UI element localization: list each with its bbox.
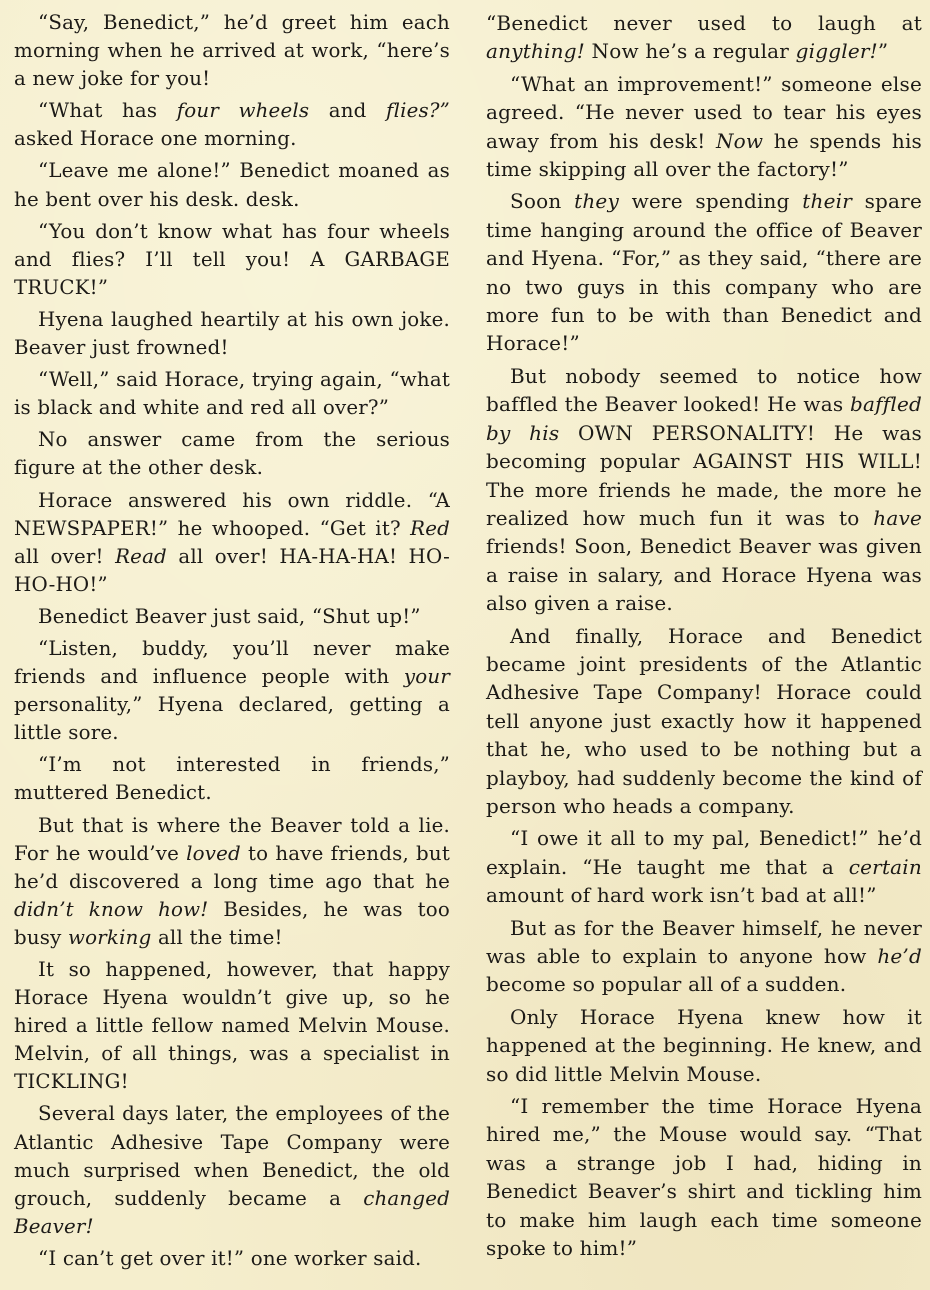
text-segment: But as for the Beaver himself, he never was able to explain to anyone how: [486, 915, 922, 968]
story-paragraph: [14, 157, 450, 213]
italic-text: flies?”: [386, 99, 450, 123]
text-segment: OWN PERSONALITY! He was becoming popular AGAINST HIS WILL! The more friends he made, the more he realized how much fun it was to: [486, 420, 923, 530]
text-segment: asked Horace one morning.: [14, 127, 297, 151]
story-paragraph: [486, 824, 922, 909]
text-segment: But nobody seemed to notice how baffled the Beaver looked! He was: [486, 363, 922, 417]
text-segment: “What an improvement!” someone else agreed. “He never used to tear his eyes away from his desk!: [486, 71, 922, 153]
story-paragraph: [486, 1003, 922, 1088]
text-segment: And finally, Horace and Benedict became joint presidents of the Atlantic Adhesive Tape Company! Horace could tell anyone just exactly how it happened that he, who used to be nothing but a playboy, had suddenly become the kind of person who heads a company.: [486, 623, 922, 818]
italic-text: Red: [410, 516, 450, 540]
text-segment: personality,” Hyena declared, getting a little sore.: [14, 693, 450, 745]
italic-text: giggler!: [795, 39, 878, 64]
story-paragraph: [14, 426, 450, 482]
italic-text: loved: [186, 841, 241, 865]
text-segment: amount of hard work isn’t bad at all!”: [486, 883, 877, 908]
text-segment: “Listen, buddy, you’ll never make friends and influence people with: [14, 636, 450, 689]
story-paragraph: [486, 1092, 922, 1262]
text-segment: were spending: [618, 189, 803, 214]
story-paragraph: [14, 812, 450, 952]
text-segment: “Leave me alone!” Benedict moaned as he bent over his desk. desk.: [14, 159, 450, 211]
text-segment: “Say, Benedict,” he’d greet him each morning when he arrived at work, “here’s a new joke for you!: [14, 11, 450, 91]
text-segment: It so happened, however, that happy Horace Hyena wouldn’t give up, so he hired a little fellow named Melvin Mouse. Melvin, of all things, was a specialist in TICKLING!: [14, 958, 450, 1094]
story-paragraph: [14, 956, 450, 1096]
text-segment: “I remember the time Horace Hyena hired me,” the Mouse would say. “That was a strange job I had, hiding in Benedict Beaver’s shirt and tickling him to make him laugh each time someone spoke to him!”: [486, 1094, 922, 1261]
story-paragraph: [486, 187, 922, 357]
text-segment: friends! Soon, Benedict Beaver was given a raise in salary, and Horace Hyena was also given a raise.: [486, 534, 922, 616]
story-paragraph: [14, 635, 450, 747]
text-segment: Hyena laughed heartily at his own joke. Beaver just frowned!: [14, 307, 450, 360]
italic-text: four wheels: [176, 99, 310, 123]
text-segment: spare time hanging around the office of Beaver and Hyena. “For,” as they said, “there are no two guys in this company who are more fun to be with than Benedict and Horace!”: [486, 189, 922, 356]
story-paragraph: [486, 9, 922, 66]
story-paragraph: [14, 306, 450, 362]
story-paragraph: [14, 218, 450, 302]
text-segment: all over! HA-HA-HA! HO-HO-HO!”: [14, 544, 450, 596]
italic-text: didn’t know how!: [14, 897, 209, 921]
story-paragraph: [486, 914, 922, 999]
text-segment: ”: [877, 39, 889, 64]
story-paragraph: [14, 366, 450, 422]
text-segment: Only Horace Hyena knew how it happened at the beginning. He knew, and so did little Melvin Mouse.: [486, 1004, 922, 1086]
text-segment: “Benedict never used to laugh at: [486, 11, 922, 35]
italic-text: your: [403, 665, 450, 689]
italic-text: Read: [115, 544, 167, 568]
text-segment: Horace answered his own riddle. “A NEWSPAPER!” he whooped. “Get it?: [14, 488, 450, 540]
text-segment: “I can’t get over it!” one worker said.: [38, 1246, 422, 1270]
italic-text: working: [68, 925, 152, 949]
story-paragraph: [14, 751, 450, 807]
text-segment: “I’m not interested in friends,” muttered Benedict.: [14, 753, 450, 805]
text-segment: to have friends, but he’d discovered a long time ago that he: [14, 841, 450, 893]
text-segment: Besides, he was too busy: [14, 897, 450, 949]
text-segment: “You don’t know what has four wheels and flies? I’ll tell you! A GARBAGE TRUCK!”: [14, 219, 450, 299]
text-segment: No answer came from the serious figure at the other desk.: [14, 428, 450, 480]
italic-text: certain: [848, 854, 922, 879]
italic-text: Now: [715, 128, 764, 153]
text-segment: “Well,” said Horace, trying again, “what is black and white and red all over?”: [14, 368, 450, 420]
story-paragraph: [14, 9, 450, 93]
italic-text: he’d: [877, 944, 922, 968]
text-segment: he spends his time skipping all over the factory!”: [486, 128, 923, 182]
italic-text: their: [802, 189, 852, 214]
story-paragraph: [14, 1100, 450, 1240]
text-segment: become so popular all of a sudden.: [486, 972, 847, 997]
story-paragraph: [14, 487, 450, 599]
italic-text: baffled by his: [486, 392, 922, 445]
story-paragraph: [486, 362, 922, 618]
right-text-column: [486, 9, 922, 1266]
story-paragraph: [486, 70, 922, 184]
text-segment: all the time!: [151, 925, 283, 949]
text-segment: “I owe it all to my pal, Benedict!” he’d explain. “He taught me that a: [486, 826, 922, 879]
text-segment: Soon: [510, 189, 575, 214]
left-text-column: [14, 9, 450, 1277]
text-segment: Several days later, the employees of the Atlantic Adhesive Tape Company were much surprised when Benedict, the old grouch, suddenly became a: [14, 1102, 450, 1210]
story-paragraph: [486, 622, 922, 821]
text-segment: Benedict Beaver just said, “Shut up!”: [38, 604, 421, 628]
italic-text: changed Beaver!: [14, 1186, 450, 1238]
text-segment: Now he’s a regular: [584, 39, 796, 64]
story-paragraph: [14, 97, 450, 153]
text-segment: But that is where the Beaver told a lie. For he would’ve: [14, 813, 450, 865]
text-segment: all over!: [14, 544, 116, 568]
story-paragraph: [14, 603, 450, 631]
italic-text: anything!: [486, 39, 585, 64]
italic-text: have: [873, 505, 922, 530]
text-segment: “What has: [38, 99, 177, 123]
story-paragraph: [14, 1245, 450, 1273]
italic-text: they: [574, 189, 619, 214]
text-segment: and: [309, 99, 387, 123]
